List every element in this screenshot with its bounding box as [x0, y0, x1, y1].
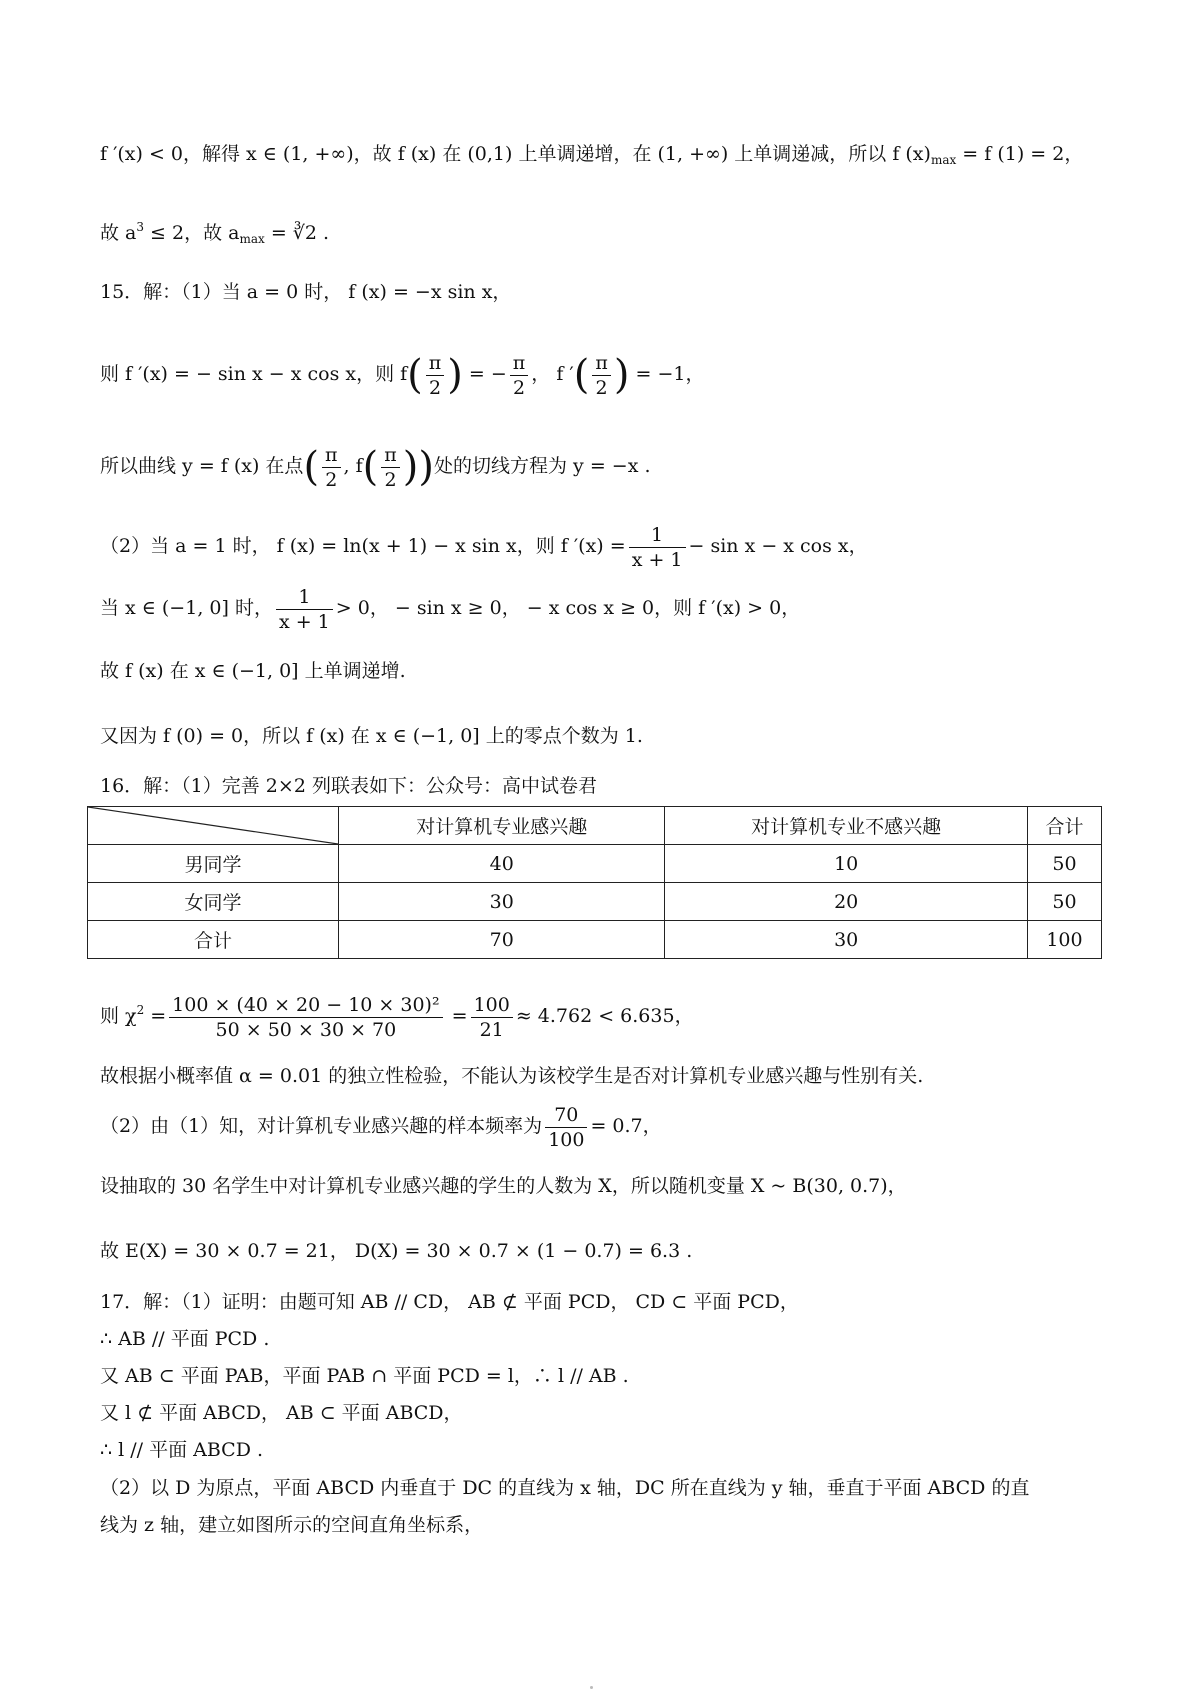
text-line-19: 又 l ⊄ 平面 ABCD， AB ⊂ 平面 ABCD，: [100, 1402, 463, 1424]
text-line-15: 故 E(X) = 30 × 0.7 = 21， D(X) = 30 × 0.7 × (1 − 0.7) = 6.3 .: [100, 1240, 693, 1262]
problem-16-heading: 16．解：（1）完善 2×2 列联表如下：公众号：高中试卷君: [100, 775, 597, 797]
fraction: $\frac{\pi}{2}$: [592, 351, 611, 400]
text-line-2: 故 $a^3 \le 2$，故 $a_{max}$ = ∛2 .: [100, 220, 330, 246]
fraction: $\frac{100}{21}$: [471, 993, 513, 1042]
table-row: [88, 883, 1102, 921]
text-line-5: 所以曲线 y = f (x) 在点( $\frac{\pi}{2}$ , f( $\frac{\pi}{2}$ ))处的切线方程为 y = −x .: [100, 443, 651, 491]
table-row-label: 合计: [88, 921, 339, 959]
text-line-4: 则 f ′(x) = − sin x − x cos x，则 f( $\frac{\pi}{2}$ ) = − $\frac{\pi}{2}$ ， f ′( $\frac{\pi}{2}$ ) = −1，: [100, 351, 705, 399]
fraction: $\frac{1}{x + 1}$: [276, 585, 333, 634]
contingency-table: [87, 806, 1102, 959]
table-row: [88, 845, 1102, 883]
fraction: $\frac{\text{100 × (40 × 20 − 10 × 30)²}}{50 \times 50 \times 30 \times 70}$: [169, 993, 442, 1042]
text-line-1: f ′(x) < 0，解得 x ∈ (1, +∞)，故 f (x) 在 (0,1) 上单调递增，在 (1, +∞) 上单调递减，所以 f $(x)_{max} = f$ (1) = 2，: [100, 143, 1084, 167]
table-cell: 30: [339, 883, 665, 921]
fraction: $\frac{70}{100}$: [545, 1103, 587, 1152]
footer-dot: [590, 1686, 593, 1689]
table-cell: 50: [1027, 883, 1101, 921]
text-line-13: （2）由（1）知，对计算机专业感兴趣的样本频率为 $\frac{70}{100}$ = 0.7，: [100, 1103, 662, 1151]
table-row-label: 女同学: [88, 883, 339, 921]
table-cell: 20: [665, 883, 1028, 921]
text-line-12: 故根据小概率值 α = 0.01 的独立性检验，不能认为该校学生是否对计算机专业感兴趣与性别有关.: [100, 1065, 924, 1087]
problem-15-heading: 15．解：（1）当 a = 0 时， f (x) = −x sin x，: [100, 281, 512, 303]
table-header-cell: 合计: [1027, 807, 1101, 845]
text-line-11: 则 $\chi^2$ = $\frac{\text{100 × (40 × 20 − 10 × 30)²}}{50 \times 50 \times 30 \times 70}$ = $\frac{100}{21}$ ≈ 4.762 < 6.635，: [100, 993, 694, 1041]
table-cell: 70: [339, 921, 665, 959]
text-line-20: ∴ l // 平面 ABCD .: [100, 1439, 264, 1461]
fraction: $\frac{\pi}{2}$: [426, 351, 445, 400]
table-cell: 10: [665, 845, 1028, 883]
text-line-8: 故 f (x) 在 x ∈ (−1, 0] 上单调递增.: [100, 660, 406, 682]
text-line-14: 设抽取的 30 名学生中对计算机专业感兴趣的学生的人数为 X，所以随机变量 X ~ B(30, 0.7)，: [100, 1175, 907, 1197]
table-row: [88, 921, 1102, 959]
diagonal-line: [88, 807, 338, 844]
text-line-21: （2）以 D 为原点，平面 ABCD 内垂直于 DC 的直线为 x 轴，DC 所在直线为 y 轴，垂直于平面 ABCD 的直: [100, 1477, 1030, 1499]
problem-17-heading: 17．解：（1）证明：由题可知 AB // CD， AB ⊄ 平面 PCD， CD ⊂ 平面 PCD，: [100, 1291, 799, 1313]
table-cell: 50: [1027, 845, 1101, 883]
text-line-18: 又 AB ⊂ 平面 PAB，平面 PAB ∩ 平面 PCD = l，∴ l // AB .: [100, 1365, 629, 1387]
table-cell: 30: [665, 921, 1028, 959]
text-line-7: 当 x ∈ (−1, 0] 时， $\frac{1}{x + 1}$ > 0， − sin x ≥ 0， − x cos x ≥ 0，则 f ′(x) > 0，: [100, 585, 801, 633]
table-header-cell: 对计算机专业感兴趣: [339, 807, 665, 845]
text-line-6: （2）当 a = 1 时， f (x) = ln(x + 1) − x sin x，则 f ′(x) = $\frac{1}{x + 1}$ − sin x − x cos x，: [100, 523, 868, 571]
table-row-label: 男同学: [88, 845, 339, 883]
fraction: $\frac{1}{x + 1}$: [629, 523, 686, 572]
table-header-cell: 对计算机专业不感兴趣: [665, 807, 1028, 845]
text-line-22: 线为 z 轴，建立如图所示的空间直角坐标系，: [100, 1514, 484, 1536]
fraction: $\frac{\pi}{2}$: [381, 443, 400, 492]
table-header-row: [88, 807, 1102, 845]
text-line-9: 又因为 f (0) = 0，所以 f (x) 在 x ∈ (−1, 0] 上的零点个数为 1.: [100, 725, 643, 747]
text-line-17: ∴ AB // 平面 PCD .: [100, 1328, 270, 1350]
fraction: $\frac{\pi}{2}$: [510, 351, 529, 400]
table-corner-cell: [88, 807, 339, 845]
table-cell: 40: [339, 845, 665, 883]
fraction: $\frac{\pi}{2}$: [322, 443, 341, 492]
table-cell: 100: [1027, 921, 1101, 959]
